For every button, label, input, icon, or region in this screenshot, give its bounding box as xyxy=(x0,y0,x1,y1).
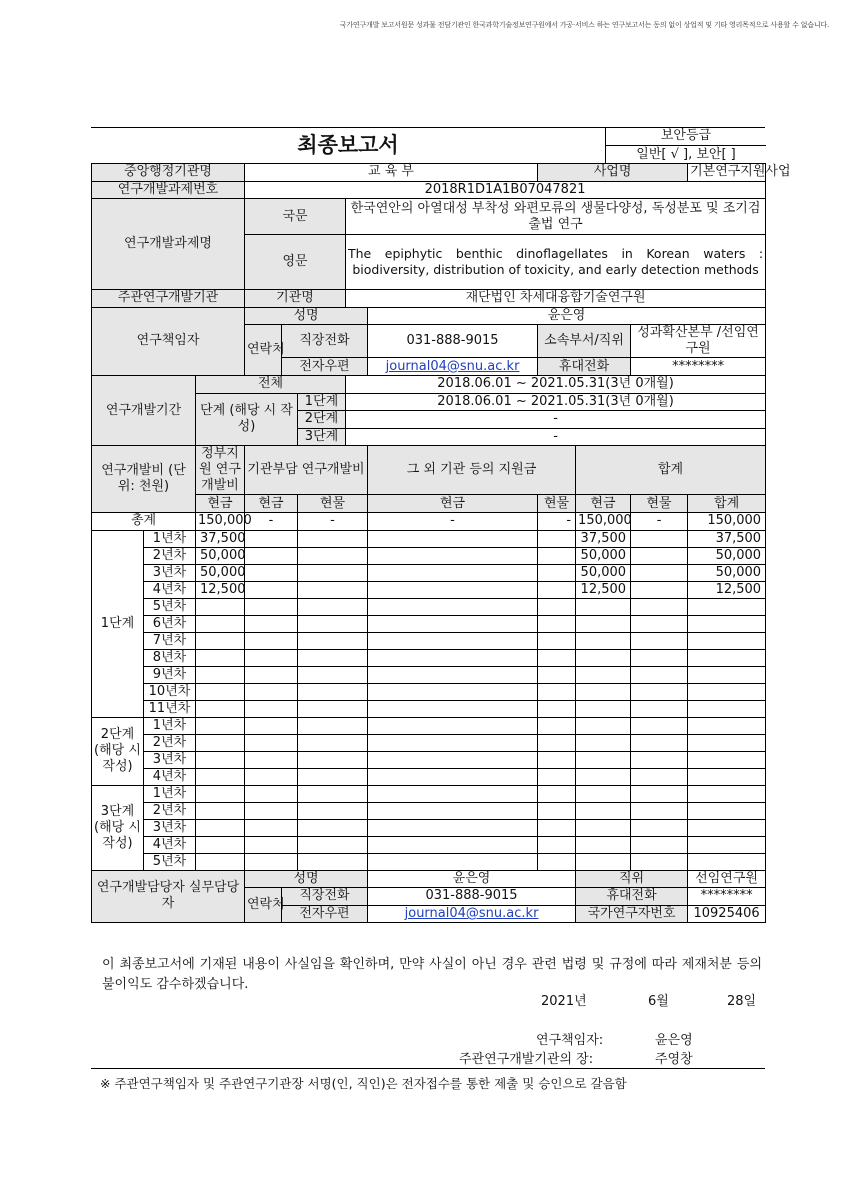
budget-cell xyxy=(298,666,368,683)
budget-year-label: 5년차 xyxy=(144,853,196,870)
budget-cell xyxy=(576,649,631,666)
project-title-ko-label: 국문 xyxy=(245,199,346,235)
copyright-notice: 국가연구개발 보고서원문 성과물 전담기관인 한국과학기술정보연구원에서 가공·서비스 하는 연구보고서는 동의 없이 상업적 및 기타 영리목적으로 사용할 수 없습니다. xyxy=(339,21,829,29)
budget-cell xyxy=(688,853,766,870)
budget-cell xyxy=(298,853,368,870)
budget-cell xyxy=(298,734,368,751)
institution-name-label: 기관명 xyxy=(245,290,346,308)
budget-cell xyxy=(688,717,766,734)
budget-year-row xyxy=(92,802,766,819)
budget-cell xyxy=(538,785,576,802)
period-stage-label: 단계 (해당 시 작성) xyxy=(196,393,298,446)
budget-cell xyxy=(196,700,245,717)
budget-year-row xyxy=(92,819,766,836)
budget-cell xyxy=(576,802,631,819)
budget-cell xyxy=(688,785,766,802)
pi-phone: 031-888-9015 xyxy=(368,325,538,358)
sign-pi-name: 윤은영 xyxy=(655,1033,693,1048)
budget-cell xyxy=(538,547,576,564)
budget-cell: 50,000 xyxy=(196,547,245,564)
budget-cell xyxy=(576,683,631,700)
budget-cell xyxy=(538,581,576,598)
ministry-value: 교 육 부 xyxy=(245,164,538,182)
budget-cell xyxy=(576,666,631,683)
budget-cell xyxy=(196,751,245,768)
budget-cell xyxy=(245,836,298,853)
budget-year-label: 1년차 xyxy=(144,785,196,802)
staff-phone-label: 직장전화 xyxy=(282,888,368,906)
project-title-en: The epiphytic benthic dinoflagellates in Korean waters : biodiversity, distribution of toxicity, and early detection methods xyxy=(346,235,766,290)
budget-cell xyxy=(631,853,688,870)
budget-cell: 12,500 xyxy=(576,581,631,598)
budget-cell xyxy=(368,581,538,598)
pi-name-label: 성명 xyxy=(245,307,368,325)
budget-cell xyxy=(368,802,538,819)
budget-cell xyxy=(631,530,688,547)
budget-cell xyxy=(245,547,298,564)
budget-cell xyxy=(298,717,368,734)
budget-cell xyxy=(368,598,538,615)
budget-total-gov-cash: 150,000 xyxy=(196,512,245,530)
budget-cell xyxy=(245,530,298,547)
pi-email-label: 전자우편 xyxy=(282,358,368,376)
budget-year-label: 11년차 xyxy=(144,700,196,717)
budget-cell: 12,500 xyxy=(688,581,766,598)
budget-year-row xyxy=(92,581,766,598)
budget-year-row xyxy=(92,683,766,700)
budget-cell xyxy=(298,598,368,615)
budget-cell xyxy=(368,853,538,870)
staff-rid: 10925406 xyxy=(688,905,766,923)
budget-year-label: 6년차 xyxy=(144,615,196,632)
pi-mobile-label: 휴대전화 xyxy=(538,358,631,376)
budget-cell xyxy=(298,581,368,598)
budget-cell xyxy=(688,700,766,717)
staff-mobile: ******** xyxy=(688,888,766,906)
budget-cell xyxy=(688,615,766,632)
budget-cell xyxy=(631,564,688,581)
budget-cell xyxy=(538,666,576,683)
budget-cell xyxy=(196,819,245,836)
budget-year-label: 4년차 xyxy=(144,581,196,598)
staff-contact-label: 연락처 xyxy=(245,888,282,923)
budget-cell xyxy=(538,649,576,666)
title-block xyxy=(91,127,765,163)
budget-cell xyxy=(576,700,631,717)
budget-cell xyxy=(538,598,576,615)
budget-cell xyxy=(298,802,368,819)
budget-cell xyxy=(368,768,538,785)
budget-inst-header: 기관부담 연구개발비 xyxy=(245,446,368,495)
budget-cell xyxy=(576,853,631,870)
budget-other-header: 그 외 기관 등의 지원금 xyxy=(368,446,576,495)
budget-cell xyxy=(688,802,766,819)
budget-cell xyxy=(631,768,688,785)
budget-cell: 50,000 xyxy=(196,564,245,581)
budget-cell xyxy=(576,717,631,734)
budget-cell xyxy=(298,632,368,649)
budget-cell xyxy=(688,649,766,666)
budget-cell xyxy=(298,547,368,564)
budget-other-cash: 현금 xyxy=(368,495,538,513)
budget-cell xyxy=(245,785,298,802)
pi-name: 윤은영 xyxy=(368,307,766,325)
budget-cell xyxy=(576,598,631,615)
budget-cell xyxy=(368,632,538,649)
budget-cell xyxy=(631,547,688,564)
budget-cell xyxy=(245,751,298,768)
budget-inst-kind: 현물 xyxy=(298,495,368,513)
footnote-rule xyxy=(91,1068,765,1069)
budget-cell xyxy=(631,734,688,751)
budget-cell xyxy=(245,649,298,666)
budget-cell xyxy=(576,734,631,751)
budget-cell xyxy=(245,632,298,649)
footnote: ※ 주관연구책임자 및 주관연구기관장 서명(인, 직인)은 전자접수를 통한 제출 및 승인으로 갈음함 xyxy=(100,1076,627,1091)
budget-inst-cash: 현금 xyxy=(245,495,298,513)
budget-year-row xyxy=(92,547,766,564)
budget-cell xyxy=(368,751,538,768)
budget-year-label: 1년차 xyxy=(144,530,196,547)
budget-total-other-kind: - xyxy=(538,512,576,530)
budget-cell xyxy=(298,564,368,581)
budget-cell xyxy=(298,530,368,547)
sign-head-label: 주관연구개발기관의 장: xyxy=(459,1052,594,1067)
budget-cell xyxy=(368,666,538,683)
budget-cell xyxy=(196,836,245,853)
project-title-en-label: 영문 xyxy=(245,235,346,290)
budget-cell xyxy=(196,649,245,666)
budget-gov-header: 정부지원 연구개발비 xyxy=(196,446,245,495)
budget-total-inst-cash: - xyxy=(245,512,298,530)
budget-cell xyxy=(298,836,368,853)
budget-cell xyxy=(196,632,245,649)
budget-cell xyxy=(538,564,576,581)
budget-cell xyxy=(538,734,576,751)
date-month: 6월 xyxy=(648,994,669,1009)
budget-cell xyxy=(576,615,631,632)
budget-total-sum-kind: - xyxy=(631,512,688,530)
budget-cell xyxy=(688,632,766,649)
budget-cell xyxy=(245,734,298,751)
budget-cell xyxy=(538,615,576,632)
budget-cell xyxy=(576,819,631,836)
budget-cell xyxy=(631,581,688,598)
date-day: 28일 xyxy=(727,994,757,1009)
pi-label: 연구책임자 xyxy=(92,307,245,375)
budget-cell xyxy=(631,802,688,819)
budget-cell xyxy=(245,819,298,836)
budget-cell xyxy=(688,751,766,768)
period-s2: - xyxy=(346,411,766,429)
staff-rid-label: 국가연구자번호 xyxy=(576,905,688,923)
budget-cell xyxy=(631,632,688,649)
budget-cell xyxy=(196,853,245,870)
budget-total-other-cash: - xyxy=(368,512,538,530)
budget-cell xyxy=(576,785,631,802)
staff-pos-label: 직위 xyxy=(576,870,688,888)
budget-cell xyxy=(688,768,766,785)
budget-cell xyxy=(688,666,766,683)
budget-sum-total: 합계 xyxy=(688,495,766,513)
budget-year-label: 3년차 xyxy=(144,564,196,581)
budget-cell: 37,500 xyxy=(576,530,631,547)
project-title-label: 연구개발과제명 xyxy=(92,199,245,290)
budget-total-sum-cash: 150,000 xyxy=(576,512,631,530)
budget-cell xyxy=(368,547,538,564)
budget-cell xyxy=(196,717,245,734)
staff-email-link[interactable]: journal04@snu.ac.kr xyxy=(368,905,576,923)
budget-cell xyxy=(576,751,631,768)
budget-cell xyxy=(368,785,538,802)
budget-cell xyxy=(631,751,688,768)
budget-cell xyxy=(576,768,631,785)
budget-cell xyxy=(631,649,688,666)
budget-cell: 37,500 xyxy=(196,530,245,547)
budget-total-inst-kind: - xyxy=(298,512,368,530)
budget-year-label: 8년차 xyxy=(144,649,196,666)
budget-cell xyxy=(245,802,298,819)
budget-year-row xyxy=(92,751,766,768)
pi-mobile: ******** xyxy=(631,358,766,376)
budget-cell xyxy=(196,615,245,632)
budget-sum-cash: 현금 xyxy=(576,495,631,513)
staff-mobile-label: 휴대전화 xyxy=(576,888,688,906)
budget-cell: 50,000 xyxy=(576,547,631,564)
budget-year-label: 2년차 xyxy=(144,547,196,564)
budget-cell xyxy=(298,683,368,700)
budget-cell xyxy=(688,683,766,700)
budget-cell xyxy=(298,785,368,802)
page-title: 최종보고서 xyxy=(297,133,399,157)
budget-cell xyxy=(245,717,298,734)
budget-year-row xyxy=(92,853,766,870)
budget-cell xyxy=(688,819,766,836)
staff-name-label: 성명 xyxy=(245,870,368,888)
budget-cell xyxy=(298,615,368,632)
budget-cell xyxy=(298,751,368,768)
budget-cell xyxy=(538,717,576,734)
period-s1-label: 1단계 xyxy=(298,393,346,411)
budget-year-row xyxy=(92,530,766,547)
budget-cell xyxy=(538,700,576,717)
budget-cell xyxy=(631,598,688,615)
budget-year-row xyxy=(92,734,766,751)
budget-cell: 50,000 xyxy=(576,564,631,581)
budget-cell xyxy=(245,853,298,870)
sign-pi-label: 연구책임자: xyxy=(536,1033,604,1048)
pi-email-link[interactable]: journal04@snu.ac.kr xyxy=(368,358,538,376)
confirmation-statement: 이 최종보고서에 기재된 내용이 사실임을 확인하며, 만약 사실이 아닌 경우 관련 법령 및 규정에 따라 제재처분 등의 불이익도 감수하겠습니다. xyxy=(102,957,762,992)
pi-contact-label: 연락처 xyxy=(245,325,282,376)
budget-total-label: 총계 xyxy=(92,512,196,530)
budget-cell xyxy=(368,734,538,751)
budget-year-label: 4년차 xyxy=(144,768,196,785)
security-value: 일반[ √ ], 보안[ ] xyxy=(606,145,766,164)
budget-total-sum-total: 150,000 xyxy=(688,512,766,530)
budget-cell xyxy=(245,700,298,717)
staff-pos: 선임연구원 xyxy=(688,870,766,888)
budget-cell xyxy=(245,683,298,700)
budget-year-label: 3년차 xyxy=(144,751,196,768)
budget-cell xyxy=(631,785,688,802)
sign-head-name: 주영창 xyxy=(655,1052,693,1067)
budget-year-row xyxy=(92,768,766,785)
budget-cell xyxy=(368,530,538,547)
budget-cell xyxy=(368,836,538,853)
budget-cell xyxy=(196,768,245,785)
pi-dept-label: 소속부서/직위 xyxy=(538,325,631,358)
budget-cell xyxy=(196,598,245,615)
project-no-label: 연구개발과제번호 xyxy=(92,181,245,199)
period-total-label: 전체 xyxy=(196,375,346,393)
budget-sum-header: 합계 xyxy=(576,446,766,495)
institution-label: 주관연구개발기관 xyxy=(92,290,245,308)
budget-year-row xyxy=(92,717,766,734)
budget-year-row xyxy=(92,785,766,802)
budget-cell xyxy=(368,700,538,717)
staff-phone: 031-888-9015 xyxy=(368,888,576,906)
budget-cell xyxy=(368,683,538,700)
budget-cell xyxy=(538,819,576,836)
budget-year-row xyxy=(92,564,766,581)
budget-year-row xyxy=(92,666,766,683)
institution-name: 재단법인 차세대융합기술연구원 xyxy=(346,290,766,308)
budget-cell xyxy=(688,734,766,751)
budget-sum-kind: 현물 xyxy=(631,495,688,513)
budget-cell xyxy=(368,649,538,666)
program-value: 기본연구지원사업 xyxy=(688,164,766,182)
pi-dept: 성과확산본부 /선임연구원 xyxy=(631,325,766,358)
budget-cell xyxy=(688,598,766,615)
budget-cell xyxy=(631,836,688,853)
budget-cell xyxy=(196,734,245,751)
budget-year-label: 3년차 xyxy=(144,819,196,836)
budget-cell xyxy=(688,836,766,853)
period-label: 연구개발기간 xyxy=(92,375,196,445)
budget-year-label: 7년차 xyxy=(144,632,196,649)
budget-cell: 50,000 xyxy=(688,564,766,581)
budget-year-label: 2년차 xyxy=(144,802,196,819)
security-box xyxy=(605,127,766,163)
period-s3: - xyxy=(346,428,766,446)
ministry-label: 중앙행정기관명 xyxy=(92,164,245,182)
budget-rows xyxy=(92,530,766,870)
budget-year-label: 5년차 xyxy=(144,598,196,615)
staff-name: 윤은영 xyxy=(368,870,576,888)
budget-stage-label: 1단계 xyxy=(92,530,144,717)
budget-cell: 12,500 xyxy=(196,581,245,598)
budget-year-label: 4년차 xyxy=(144,836,196,853)
budget-cell xyxy=(576,632,631,649)
staff-label: 연구개발담당자 실무담당자 xyxy=(92,870,245,923)
period-s1: 2018.06.01 ~ 2021.05.31(3년 0개월) xyxy=(346,393,766,411)
budget-year-label: 10년차 xyxy=(144,683,196,700)
program-label: 사업명 xyxy=(538,164,688,182)
budget-cell xyxy=(245,581,298,598)
budget-label: 연구개발비 (단위: 천원) xyxy=(92,446,196,513)
budget-cell xyxy=(298,819,368,836)
budget-cell xyxy=(631,819,688,836)
budget-cell xyxy=(298,768,368,785)
budget-cell xyxy=(245,615,298,632)
budget-year-row xyxy=(92,700,766,717)
report-form xyxy=(91,163,791,923)
budget-cell xyxy=(368,819,538,836)
period-s3-label: 3단계 xyxy=(298,428,346,446)
budget-cell xyxy=(298,649,368,666)
budget-stage-label: 3단계 (해당 시 작성) xyxy=(92,785,144,870)
budget-year-label: 1년차 xyxy=(144,717,196,734)
pi-phone-label: 직장전화 xyxy=(282,325,368,358)
budget-cell xyxy=(538,683,576,700)
budget-cell xyxy=(538,802,576,819)
budget-cell: 50,000 xyxy=(688,547,766,564)
budget-cell xyxy=(196,683,245,700)
budget-year-row xyxy=(92,615,766,632)
budget-cell xyxy=(538,632,576,649)
budget-year-row xyxy=(92,649,766,666)
project-no-value: 2018R1D1A1B07047821 xyxy=(245,181,766,199)
budget-cell xyxy=(196,666,245,683)
budget-year-row xyxy=(92,836,766,853)
period-s2-label: 2단계 xyxy=(298,411,346,429)
budget-cell xyxy=(245,564,298,581)
budget-cell xyxy=(538,853,576,870)
budget-cell: 37,500 xyxy=(688,530,766,547)
budget-cell xyxy=(368,717,538,734)
budget-year-label: 2년차 xyxy=(144,734,196,751)
budget-stage-label: 2단계 (해당 시 작성) xyxy=(92,717,144,785)
budget-cell xyxy=(631,683,688,700)
budget-year-row xyxy=(92,632,766,649)
budget-year-label: 9년차 xyxy=(144,666,196,683)
budget-cell xyxy=(631,666,688,683)
budget-cell xyxy=(631,717,688,734)
period-total: 2018.06.01 ~ 2021.05.31(3년 0개월) xyxy=(346,375,766,393)
budget-cell xyxy=(298,700,368,717)
budget-cell xyxy=(368,615,538,632)
budget-cell xyxy=(538,530,576,547)
security-label: 보안등급 xyxy=(660,128,712,143)
budget-cell xyxy=(245,598,298,615)
budget-cell xyxy=(538,836,576,853)
budget-cell xyxy=(196,785,245,802)
budget-cell xyxy=(368,564,538,581)
budget-year-row xyxy=(92,598,766,615)
budget-cell xyxy=(245,768,298,785)
budget-other-kind: 현물 xyxy=(538,495,576,513)
budget-cell xyxy=(538,751,576,768)
budget-gov-cash: 현금 xyxy=(196,495,245,513)
date-year: 2021년 xyxy=(541,994,587,1009)
staff-email-label: 전자우편 xyxy=(282,905,368,923)
project-title-ko: 한국연안의 아열대성 부착성 와편모류의 생물다양성, 독성분포 및 조기검출법 연구 xyxy=(346,199,766,235)
budget-cell xyxy=(631,700,688,717)
budget-cell xyxy=(538,768,576,785)
budget-cell xyxy=(245,666,298,683)
budget-cell xyxy=(196,802,245,819)
budget-cell xyxy=(576,836,631,853)
budget-cell xyxy=(631,615,688,632)
